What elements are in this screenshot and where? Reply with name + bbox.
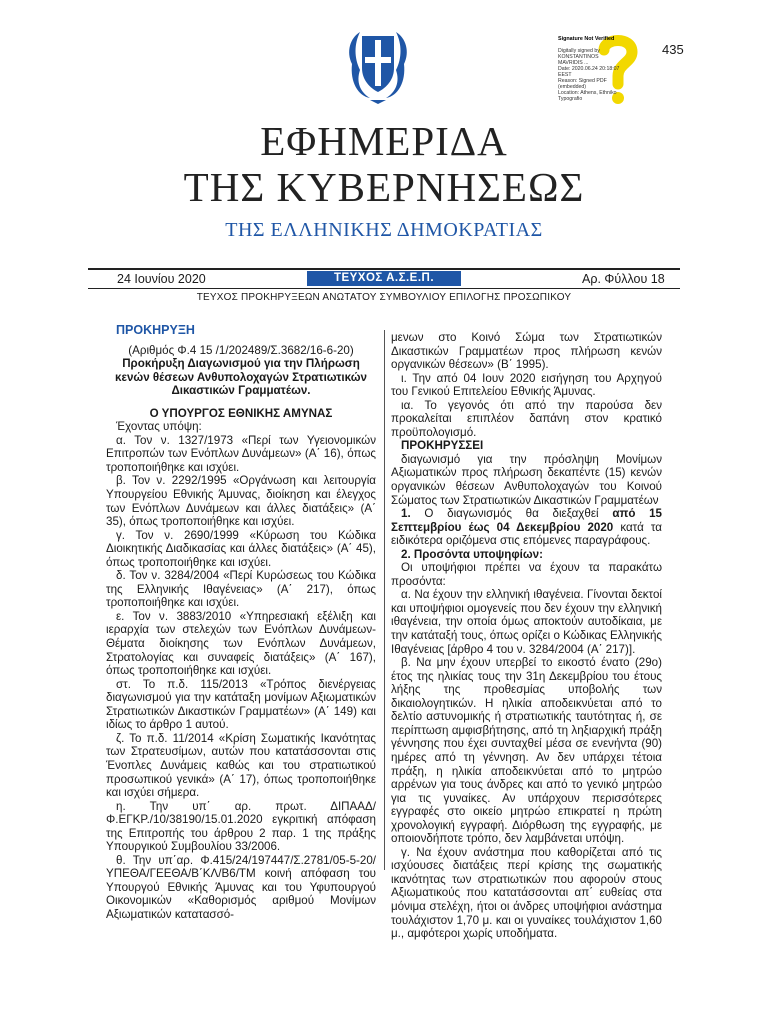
paragraph: ια. Το γεγονός ότι από την παρούσα δεν προκαλείται επιπλέον δαπάνη στον κρατικό προϋπολογισμό.	[391, 398, 662, 439]
column-divider	[384, 330, 385, 870]
digital-signature-stamp	[556, 28, 656, 108]
paragraph: α. Να έχουν την ελληνική ιθαγένεια. Γίνονται δεκτοί και υποψήφιοι ομογενείς που δεν έχουν την ελληνική ιθαγένεια, την οποία όμως αποκτούν αυτοδίκαια, με την κατάταξή τους, όπως ορίζει ο Κώδικας Ελληνικής Ιθαγένειας [άρθρο 4 του ν. 3284/2004 (Α΄ 217)].	[391, 588, 662, 656]
issuer-heading: Ο ΥΠΟΥΡΓΟΣ ΕΘΝΙΚΗΣ ΑΜΥΝΑΣ	[149, 406, 333, 420]
competition-period: από 15 Σεπτεμβρίου έως 04 Δεκεμβρίου 2020	[391, 507, 663, 534]
document-number: (Αριθμός Φ.4 15 /1/202489/Σ.3682/16-6-20)	[128, 343, 354, 357]
document-kind: ΠΡΟΚΗΡΥΞΗ	[116, 323, 195, 337]
section-2-heading: 2. Προσόντα υποψηφίων:	[401, 547, 543, 561]
paragraph: στ. Το π.δ. 115/2013 «Τρόπος διενέργειας διαγωνισμού για την κατάταξη μονίμων Αξιωματικών Στρατιωτικών Δικαστικών Γραμματέων» (Α΄ 149) και ιδίως το άρθρο 1 αυτού.	[106, 677, 376, 732]
paragraph: θ. Την υπ΄αρ. Φ.415/24/197447/Σ.2781/05-5-20/ΥΠΕΘΑ/ΓΕΕΘΑ/Β΄ΚΛ/Β6/ΤΜ κοινή απόφαση του Υπουργού Εθνικής Άμυνας και του Υφυπουργού Οικονομικών «Καθορισμός αριθμού Μονίμων Αξιωματικών κατατασσό-	[106, 853, 376, 921]
paragraph: ε. Τον ν. 3883/2010 «Υπηρεσιακή εξέλιξη και ιεραρχία των στελεχών των Ενόπλων Δυνάμεων-Θέματα διοίκησης των Ενόπλων Δυνάμεων, Στρατολογίας και συναφείς διατάξεις» (Α΄ 167), όπως τροποποιήθηκε και ισχύει.	[106, 609, 376, 678]
paragraph: α. Τον ν. 1327/1973 «Περί των Υγειονομικών Επιτροπών των Ενόπλων Δυνάμεων» (Α΄ 16), όπως τροποποιήθηκε και ισχύει.	[106, 433, 376, 474]
header-bottom-rule	[88, 288, 680, 289]
paragraph: διαγωνισμό για την πρόσληψη Μονίμων Αξιωματικών προς πλήρωση δεκαπέντε (15) κενών οργανικών θέσεων Ανθυπολοχαγών του Κοινού Σώματος των Στρατιωτικών Δικαστικών Γραμματέων	[391, 452, 662, 507]
paragraph: β. Να μην έχουν υπερβεί το εικοστό ένατο (29ο) έτος της ηλικίας τους την 31η Δεκεμβρίου του έτους λήξης της προθεσμίας υποβολής των δικαιολογητικών. Η ηλικία αποδεικνύεται από το δελτίο αστυνομικής ή στρατιωτικής ταυτότητας ή, σε περίπτωση αμφισβήτησης, από τη ληξιαρχική πράξη γέννησης που έχει συνταχθεί μέσα σε ενενήντα (90) ημέρες από τη γέννηση. Αν δεν υπάρχει τέτοια πράξη, η ηλικία αποδεικνύεται από το μητρώο αρρένων για τους άνδρες και από το γενικό μητρώο για τις γυναίκες. Αν υπάρχουν περισσότερες εγγραφές στο οικείο μητρώο επικρατεί η πρώτη χρονολογική εγγραφή. Διόρθωση της εγγραφής, με οποιονδήποτε τρόπο, δεν λαμβάνεται υπόψη.	[391, 656, 662, 846]
paragraph: ζ. Το π.δ. 11/2014 «Κρίση Σωματικής Ικανότητας των Στρατευσίμων, αυτών που κατατάσσονται στις Ένοπλες Δυνάμεις καθώς και του στρατιωτικού προσωπικού γενικά» (Α΄ 17), όπως τροποποιήθηκε και ισχύει σήμερα.	[106, 731, 376, 800]
paragraph: η. Την υπ΄ αρ. πρωτ. ΔΙΠΑΑΔ/Φ.ΕΓΚΡ./10/38190/15.01.2020 εγκριτική απόφαση της Επιτροπής του άρθρου 2 παρ. 1 της πράξης Υπουργικού Συμβουλίου 33/2006.	[106, 799, 376, 854]
issue-date: 24 Ιουνίου 2020	[117, 272, 206, 286]
paragraph: ι. Την από 04 Ιουν 2020 εισήγηση του Αρχηγού του Γενικού Επιτελείου Εθνικής Άμυνας.	[391, 371, 662, 399]
signature-title: Signature Not Verified	[558, 36, 615, 42]
issue-badge: ΤΕΥΧΟΣ Α.Σ.Ε.Π.	[307, 271, 461, 286]
sheet-number: Αρ. Φύλλου 18	[582, 272, 665, 286]
paragraph: μενων στο Κοινό Σώμα των Στρατιωτικών Δικαστικών Γραμματέων προς πλήρωση κενών οργανικών θέσεων» (Β΄ 1995).	[391, 331, 662, 372]
issue-subtitle: ΤΕΥΧΟΣ ΠΡΟΚΗΡΥΞΕΩΝ ΑΝΩΤΑΤΟΥ ΣΥΜΒΟΥΛΙΟΥ ΕΠΙΛΟΓΗΣ ΠΡΟΣΩΠΙΚΟΥ	[196, 292, 572, 303]
left-column	[106, 324, 376, 922]
section-1	[391, 507, 662, 548]
declaration-heading: ΠΡΟΚΗΡΥΣΣΕΙ	[401, 439, 484, 453]
signature-details: Digitally signed by KONSTANTINOS MAVRIDIS ... Date: 2020.06.24 20:18:07 EEST Reason: Signed PDF (embedded) Location: Athens, Ethniko Typografio	[558, 48, 620, 102]
paragraph: γ. Τον ν. 2690/1999 «Κύρωση του Κώδικα Διοικητικής Διαδικασίας και άλλες διατάξεις» (Α΄ 45), όπως τροποποιήθηκε και ισχύει.	[106, 528, 376, 569]
masthead-title-line1: ΕΦΗΜΕΡΙΔΑ	[260, 118, 508, 164]
page-number: 435	[662, 42, 684, 57]
masthead-subtitle: ΤΗΣ ΕΛΛΗΝΙΚΗΣ ΔΗΜΟΚΡΑΤΙΑΣ	[225, 219, 543, 241]
header-top-rule	[88, 268, 680, 270]
section-1-text: Ο διαγωνισμός θα διεξαχθεί	[410, 507, 613, 521]
document-title: Προκήρυξη Διαγωνισμού για την Πλήρωση κενών θέσεων Ανθυπολοχαγών Στρατιωτικών Δικαστικών Γραμματέων.	[115, 357, 367, 398]
section-1-text-end: κατά τα ειδικότερα οριζόμενα στις επόμενες παραγράφους.	[391, 520, 662, 548]
masthead-title-line2: ΤΗΣ ΚΥΒΕΡΝΗΣΕΩΣ	[183, 164, 585, 210]
section-1-number: 1.	[401, 507, 411, 521]
considering-label: Έχοντας υπόψη:	[116, 420, 202, 434]
paragraph: β. Τον ν. 2292/1995 «Οργάνωση και λειτουργία Υπουργείου Εθνικής Άμυνας, διοίκηση και έλεγχος των Ενόπλων Δυνάμεων και άλλες διατάξεις» (Α΄ 35), όπως τροποποιήθηκε και ισχύει.	[106, 474, 376, 529]
paragraph: δ. Τον ν. 3284/2004 «Περί Κυρώσεως του Κώδικα της Ελληνικής Ιθαγένειας» (Α΄ 217), όπως τροποποιήθηκε και ισχύει.	[106, 569, 376, 610]
right-column	[391, 331, 662, 941]
paragraph: γ. Να έχουν ανάστημα που καθορίζεται από τις ισχύουσες διατάξεις περί κρίσης της σωματικής ικανότητας των στρατιωτικών που αφορούν στους Αξιωματικούς που κατατάσσονται απ΄ ευθείας στα μόνιμα στελέχη, ήτοι οι άνδρες υποψήφιοι ανάστημα τουλάχιστον 1,70 μ. και οι γυναίκες τουλάχιστον 1,60 μ., αμφότεροι χωρίς υποδήματα.	[391, 845, 662, 941]
greek-coat-of-arms-icon	[344, 24, 412, 104]
paragraph: Οι υποψήφιοι πρέπει να έχουν τα παρακάτω προσόντα:	[391, 561, 662, 588]
